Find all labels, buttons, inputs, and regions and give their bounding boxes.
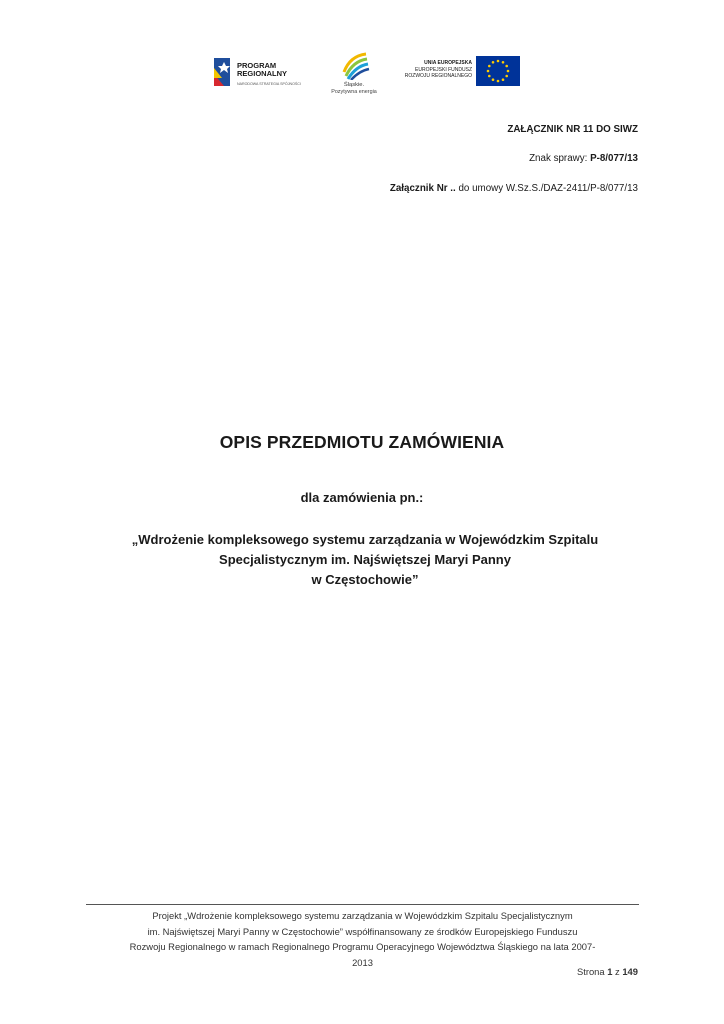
attachment-label: ZAŁĄCZNIK NR 11 DO SIWZ: [507, 124, 638, 135]
program-regionalny-emblem-icon: [210, 56, 234, 90]
eu-logo-line2: EUROPEJSKI FUNDUSZ: [415, 66, 472, 73]
eu-logo-text: [405, 60, 472, 80]
program-regionalny-subtitle: NARODOWA STRATEGIA SPÓJNOŚCI: [237, 82, 301, 86]
contract-attachment: [390, 183, 638, 194]
case-reference: [529, 153, 638, 164]
case-reference-label: Znak sprawy:: [529, 153, 591, 164]
slaskie-logo: [326, 52, 384, 100]
eu-flag-icon: [476, 56, 520, 86]
footer-text: [82, 908, 643, 970]
slaskie-waves-icon: [340, 52, 370, 80]
page-number: [577, 966, 638, 977]
project-name-line-2: Specjalistycznym im. Najświętszej Maryi Panny: [219, 552, 511, 567]
footer-line-2: im. Najświętszej Maryi Panny w Częstochowie” współfinansowany ze środków Europejskiego Funduszu: [147, 925, 578, 937]
project-name-line-3: w Częstochowie”: [311, 572, 419, 587]
slaskie-tagline: Pozytywna energia: [331, 89, 377, 95]
footer-line-4: 2013: [352, 956, 373, 968]
project-name-line-1: „Wdrożenie kompleksowego systemu zarządzania w Wojewódzkim Szpitalu: [131, 532, 599, 547]
eu-logo-line1: UNIA EUROPEJSKA: [424, 60, 472, 66]
contract-attachment-value: do umowy W.Sz.S./DAZ-2411/P-8/077/13: [455, 183, 638, 194]
page-separator: z: [612, 966, 623, 977]
page-total: 149: [622, 966, 638, 977]
eu-logo-line3: ROZWOJU REGIONALNEGO: [404, 73, 472, 80]
document-subtitle: dla zamówienia pn.:: [300, 490, 424, 505]
document-title: OPIS PRZEDMIOTU ZAMÓWIENIA: [219, 432, 505, 452]
footer-line-1: Projekt „Wdrożenie kompleksowego systemu zarządzania w Wojewódzkim Szpitalu Specjalistycznym: [152, 910, 573, 921]
contract-attachment-label: Załącznik Nr ..: [389, 183, 456, 194]
logo-band: [0, 50, 724, 100]
eu-logo: [392, 56, 522, 90]
page-label: Strona: [576, 966, 608, 977]
footer-divider: [86, 904, 639, 905]
footer-line-3: Rozwoju Regionalnego w ramach Regionalnego Programu Operacyjnego Województwa Śląskiego na lata 2007-: [129, 941, 596, 952]
project-name: [60, 530, 670, 590]
slaskie-name: Śląskie.: [343, 82, 365, 88]
program-regionalny-logo: [210, 56, 310, 92]
page-current: 1: [607, 966, 613, 977]
program-regionalny-title: PROGRAM REGIONALNY: [237, 61, 288, 78]
case-reference-value: P-8/077/13: [590, 153, 638, 164]
